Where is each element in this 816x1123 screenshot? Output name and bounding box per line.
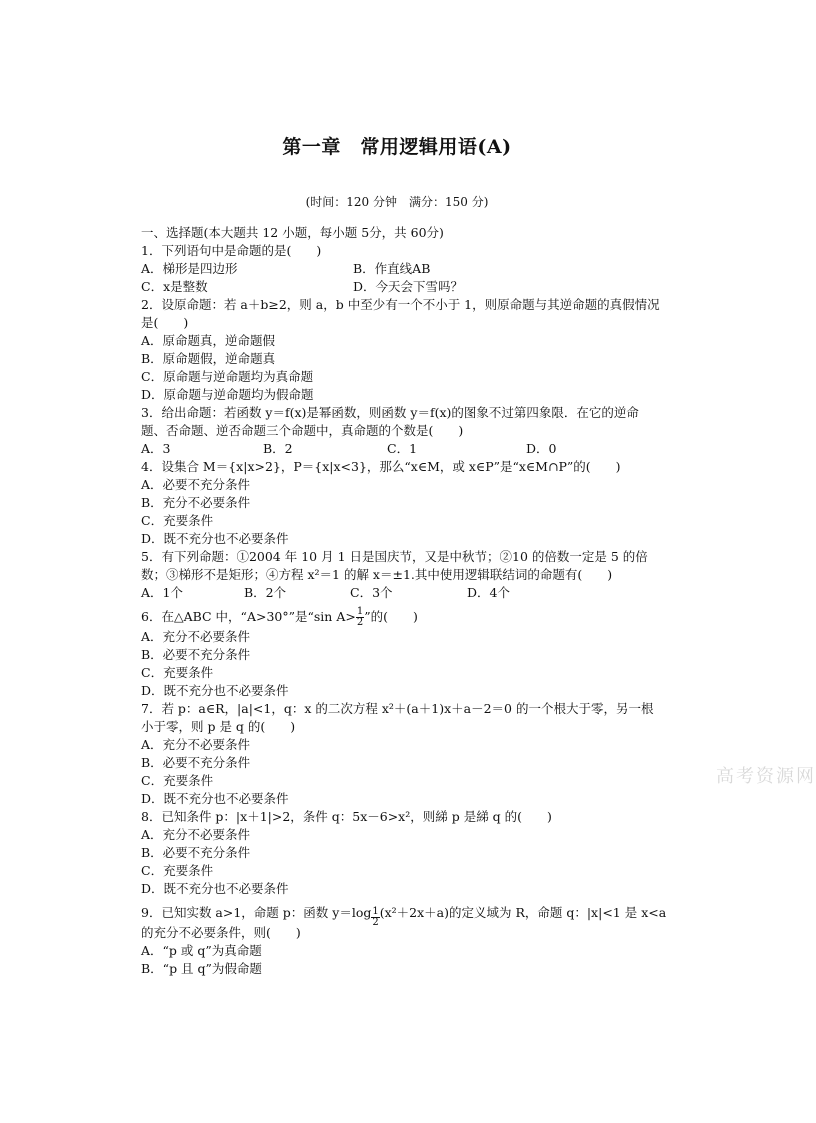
option-c: C．1 xyxy=(387,441,418,456)
option-c: C．充要条件 xyxy=(141,513,214,528)
option-d: D．今天会下雪吗？ xyxy=(353,279,464,294)
option-c: C．充要条件 xyxy=(141,665,214,680)
option-a: A．充分不必要条件 xyxy=(141,737,251,752)
option-b: B．充分不必要条件 xyxy=(141,495,251,510)
option-a: A．必要不充分条件 xyxy=(141,477,251,492)
option-d: D．既不充分也不必要条件 xyxy=(141,881,289,896)
option-b: B．必要不充分条件 xyxy=(141,845,251,860)
exam-info: (时间：120 分钟 满分：150 分) xyxy=(305,195,489,209)
option-d: D．既不充分也不必要条件 xyxy=(141,683,289,698)
option-d: D．0 xyxy=(526,441,557,456)
option-a: A．1个 xyxy=(141,585,183,600)
section-heading: 一、选择题(本大题共 12 小题，每小题 5分，共 60分) xyxy=(141,225,444,240)
fraction: $\frac{1}{2}$ xyxy=(356,606,364,628)
option-d: D．原命题与逆命题均为假命题 xyxy=(141,387,314,402)
question-3-options xyxy=(141,440,661,458)
question-9-stem-cont: 的充分不必要条件，则( ) xyxy=(141,925,301,940)
option-a: A．充分不必要条件 xyxy=(141,629,251,644)
question-6-stem: 6．在△ABC 中，“A>30°”是“sin A> $\frac{1}{2}$ ”的( ) xyxy=(141,606,418,628)
option-b: B．“p 且 q”为假命题 xyxy=(141,961,262,976)
option-b: B．必要不充分条件 xyxy=(141,647,251,662)
question-1-options xyxy=(141,278,661,296)
option-d: D．既不充分也不必要条件 xyxy=(141,531,289,546)
option-d: D．4个 xyxy=(467,585,510,600)
question-8-stem: 8．已知条件 p：|x＋1|>2，条件 q：5x－6>x²，则綈 p 是綈 q 的( ) xyxy=(141,809,552,824)
question-5-options xyxy=(141,584,661,602)
question-4-stem: 4．设集合 M＝{x|x>2}，P＝{x|x<3}，那么“x∈M，或 x∈P”是“x∈M∩P”的( ) xyxy=(141,459,621,474)
option-b: B．2个 xyxy=(244,585,287,600)
option-a: A．“p 或 q”为真命题 xyxy=(141,943,262,958)
question-7-stem: 7．若 p：a∈R，|a|<1，q：x 的二次方程 x²＋(a＋1)x＋a－2＝0 的一个根大于零，另一根小于零，则 p 是 q 的( ) xyxy=(141,701,654,734)
option-c: C．3个 xyxy=(350,585,393,600)
option-a: A．梯形是四边形 xyxy=(141,261,238,276)
option-b: B．原命题假，逆命题真 xyxy=(141,351,276,366)
option-c: C．原命题与逆命题均为真命题 xyxy=(141,369,314,384)
page-title: 第一章 常用逻辑用语(A) xyxy=(282,136,512,158)
question-2-stem: 2．设原命题：若 a＋b≥2，则 a，b 中至少有一个不小于 1，则原命题与其逆命题的真假情况是( ) xyxy=(141,297,660,330)
option-d: D．既不充分也不必要条件 xyxy=(141,791,289,806)
option-b: B．2 xyxy=(263,441,293,456)
question-3-stem: 3．给出命题：若函数 y＝f(x)是幂函数，则函数 y＝f(x)的图象不过第四象限．在它的逆命题、否命题、逆否命题三个命题中，真命题的个数是( ) xyxy=(141,405,639,438)
option-a: A．充分不必要条件 xyxy=(141,827,251,842)
question-9-stem: 9．已知实数 a>1，命题 p：函数 y＝log $\frac{1}{2}$ (x²＋2x＋a)的定义域为 R，命题 q：|x|<1 是 x<a xyxy=(141,905,667,928)
question-5-stem: 5．有下列命题：①2004 年 10 月 1 日是国庆节，又是中秋节；②10 的倍数一定是 5 的倍数；③梯形不是矩形；④方程 x²＝1 的解 x＝±1.其中使用逻辑联结词的命题有( ) xyxy=(141,549,648,582)
question-1-options xyxy=(141,260,661,278)
question-list xyxy=(141,224,667,978)
option-b: B．必要不充分条件 xyxy=(141,755,251,770)
fraction: $\frac{1}{2}$ xyxy=(372,906,379,928)
option-b: B．作直线AB xyxy=(353,261,431,276)
option-c: C．x是整数 xyxy=(141,279,208,294)
watermark: 高考资源网 xyxy=(716,766,816,787)
option-a: A．3 xyxy=(141,441,171,456)
question-1-stem: 1．下列语句中是命题的是( ) xyxy=(141,243,322,258)
option-a: A．原命题真，逆命题假 xyxy=(141,333,276,348)
option-c: C．充要条件 xyxy=(141,863,214,878)
option-c: C．充要条件 xyxy=(141,773,214,788)
